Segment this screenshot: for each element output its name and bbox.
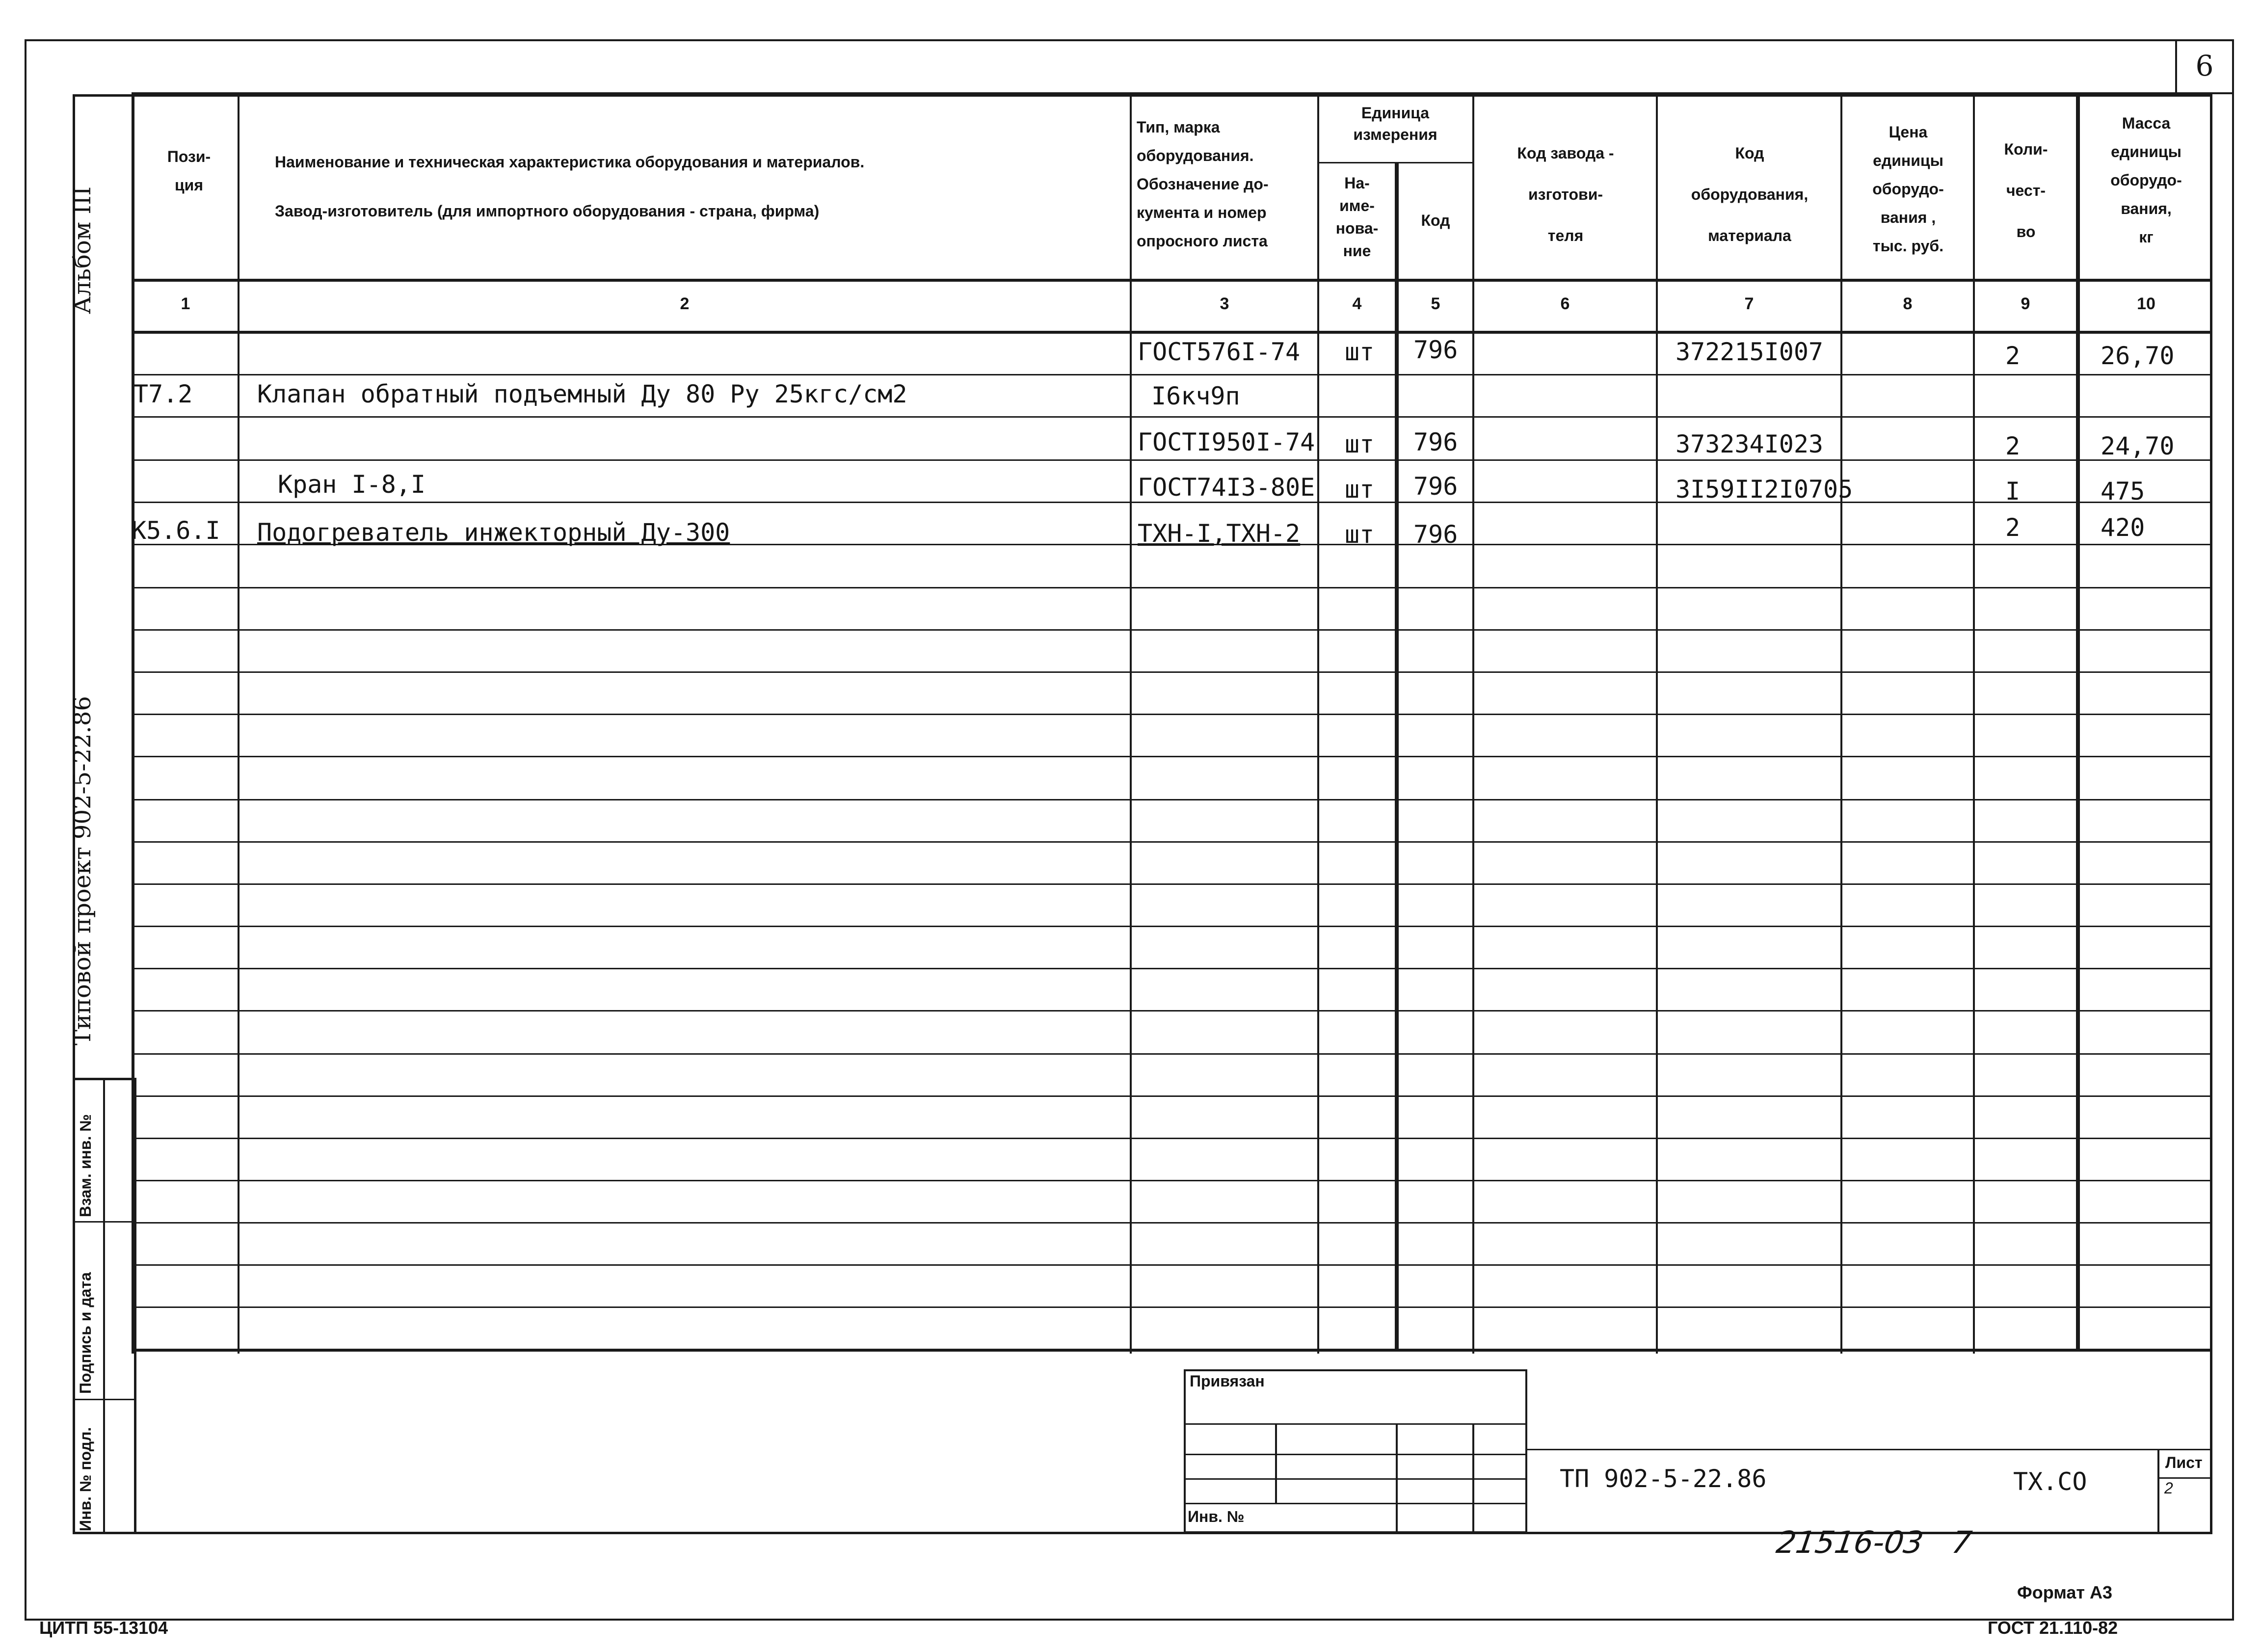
- doc-code: ТП 902-5-22.86: [1560, 1465, 1767, 1493]
- row-5-position: К5.6.I: [132, 516, 220, 545]
- inv-label: Инв. №: [1188, 1508, 1245, 1525]
- header-maker-code: Код завода - изготови- теля: [1517, 144, 1614, 244]
- bound-row-line: [1184, 1423, 1527, 1425]
- row-line: [132, 374, 2212, 375]
- album-label: Альбом III: [69, 186, 96, 314]
- sheet-number: 6: [2195, 49, 2214, 82]
- row-3-qty: 2: [2005, 432, 2021, 460]
- bottom-right-code: ГОСТ 21.110-82: [1988, 1618, 2118, 1638]
- row-line: [132, 1306, 2212, 1308]
- header-type: Тип, марка оборудования. Обозначение до- кумента и номер опросного листа: [1137, 118, 1269, 250]
- row-3-unit-code: 796: [1413, 428, 1458, 456]
- row-2-type: I6кч9п: [1151, 382, 1240, 410]
- header-mass: Масса единицы оборудо- вания, кг: [2110, 114, 2182, 246]
- row-4-unit-code: 796: [1413, 472, 1458, 501]
- row-5-type: ТХН-I,ТХН-2: [1138, 519, 1301, 548]
- row-line: [132, 1264, 2212, 1266]
- column-number: 7: [1744, 294, 1754, 313]
- row-3-unit: шт: [1345, 430, 1375, 458]
- row-4-code: 3I59II2I0705: [1676, 475, 1853, 504]
- row-line: [132, 629, 2212, 631]
- bound-col-line: [1396, 1423, 1398, 1533]
- row-line: [132, 926, 2212, 927]
- row-line: [132, 883, 2212, 885]
- column-number: 3: [1220, 294, 1229, 313]
- row-line: [132, 416, 2212, 418]
- bottom-left-code: ЦИТП 55-13104: [39, 1618, 168, 1638]
- row-4-mass: 475: [2101, 477, 2145, 506]
- project-label: Типовой проект 902-5-22.86: [69, 696, 96, 1045]
- row-4-type: ГОСТ74I3-80Е: [1138, 473, 1315, 502]
- row-1-qty: 2: [2005, 342, 2021, 370]
- stamp-inner-line: [103, 1078, 105, 1534]
- row-1-type: ГОСТ576I-74: [1138, 338, 1301, 366]
- row-3-code: 373234I023: [1676, 430, 1824, 458]
- row-line: [132, 1010, 2212, 1012]
- row-5-unit: шт: [1345, 520, 1375, 549]
- row-5-mass: 420: [2101, 513, 2145, 542]
- column-number: 2: [680, 294, 690, 313]
- header-equipment-code: Код оборудования, материала: [1691, 144, 1809, 244]
- column-number: 6: [1560, 294, 1570, 313]
- row-line: [132, 1138, 2212, 1139]
- column-number: 5: [1431, 294, 1440, 313]
- row-3-mass: 24,70: [2101, 432, 2175, 460]
- header-unit-group: Единица измерения: [1353, 104, 1437, 143]
- stamp-sheet-line: [2157, 1449, 2159, 1534]
- bound-col-line: [1472, 1423, 1474, 1533]
- doc-mark: ТХ.СО: [2013, 1467, 2087, 1496]
- handwritten-number: 21516-03 7: [1774, 1524, 1974, 1560]
- bound-label: Привязан: [1190, 1372, 1265, 1390]
- row-5-unit-code: 796: [1413, 520, 1458, 549]
- table-bottom-line: [132, 1349, 2212, 1352]
- row-line: [132, 502, 2212, 503]
- numbers-bottom-line: [132, 331, 2212, 334]
- bound-row-line: [1184, 1503, 1527, 1504]
- unit-group-divider: [1317, 162, 1472, 163]
- row-5-name: Подогреватель инжекторный Ду-300: [257, 518, 730, 547]
- stamp-signature-date: Подпись и дата: [77, 1272, 94, 1394]
- row-4-name: Кран I-8,I: [278, 470, 426, 499]
- stamp-sheet-divider: [2157, 1477, 2212, 1479]
- header-price: Цена единицы оборудо- вания , тыс. руб.: [1872, 123, 1944, 255]
- row-line: [132, 714, 2212, 715]
- row-5-qty: 2: [2005, 513, 2021, 542]
- row-4-qty: I: [2005, 477, 2021, 506]
- row-1-code: 372215I007: [1676, 338, 1824, 366]
- row-1-unit-code: 796: [1413, 336, 1458, 364]
- header-position: Пози- ция: [167, 148, 211, 194]
- format-label: Формат А3: [2017, 1582, 2113, 1602]
- column-number: 1: [181, 294, 190, 313]
- bound-row-line: [1184, 1478, 1527, 1480]
- row-line: [132, 1222, 2212, 1224]
- column-number: 4: [1352, 294, 1362, 313]
- header-name: Наименование и техническая характеристика оборудования и материалов. Завод-изготовитель (для импортного оборудования - страна, фирма): [275, 153, 865, 220]
- row-line: [132, 1053, 2212, 1055]
- row-line: [132, 587, 2212, 588]
- bound-row-line: [1184, 1454, 1527, 1455]
- bound-col-line: [1275, 1423, 1277, 1503]
- sheet-value: 2: [2164, 1479, 2173, 1497]
- stamp-top-line: [1526, 1449, 2212, 1450]
- row-2-name: Клапан обратный подъемный Ду 80 Ру 25кгс/см2: [257, 380, 907, 408]
- row-4-unit: шт: [1345, 475, 1375, 504]
- column-number: 8: [1903, 294, 1913, 313]
- stamp-inv-original: Инв. № подл.: [77, 1427, 94, 1531]
- row-line: [132, 756, 2212, 757]
- row-line: [132, 799, 2212, 800]
- row-1-unit: шт: [1345, 338, 1375, 366]
- column-number: 9: [2021, 294, 2030, 313]
- stamp-replace-inv: Взам. инв. №: [77, 1114, 94, 1217]
- row-line: [132, 841, 2212, 843]
- row-line: [132, 1180, 2212, 1181]
- row-3-type: ГОСТI950I-74: [1138, 428, 1315, 456]
- column-number: 10: [2137, 294, 2155, 313]
- row-line: [132, 1095, 2212, 1097]
- row-line: [132, 968, 2212, 969]
- header-unit-name: На- име- нова- ние: [1335, 174, 1379, 260]
- header-quantity: Коли- чест- во: [2004, 140, 2048, 240]
- row-line: [132, 671, 2212, 673]
- header-unit-code: Код: [1421, 212, 1450, 229]
- header-bottom-line: [132, 279, 2212, 282]
- sheet-label: Лист: [2165, 1454, 2203, 1471]
- row-1-mass: 26,70: [2101, 342, 2175, 370]
- row-line: [132, 459, 2212, 461]
- row-2-position: Т7.2: [133, 380, 193, 408]
